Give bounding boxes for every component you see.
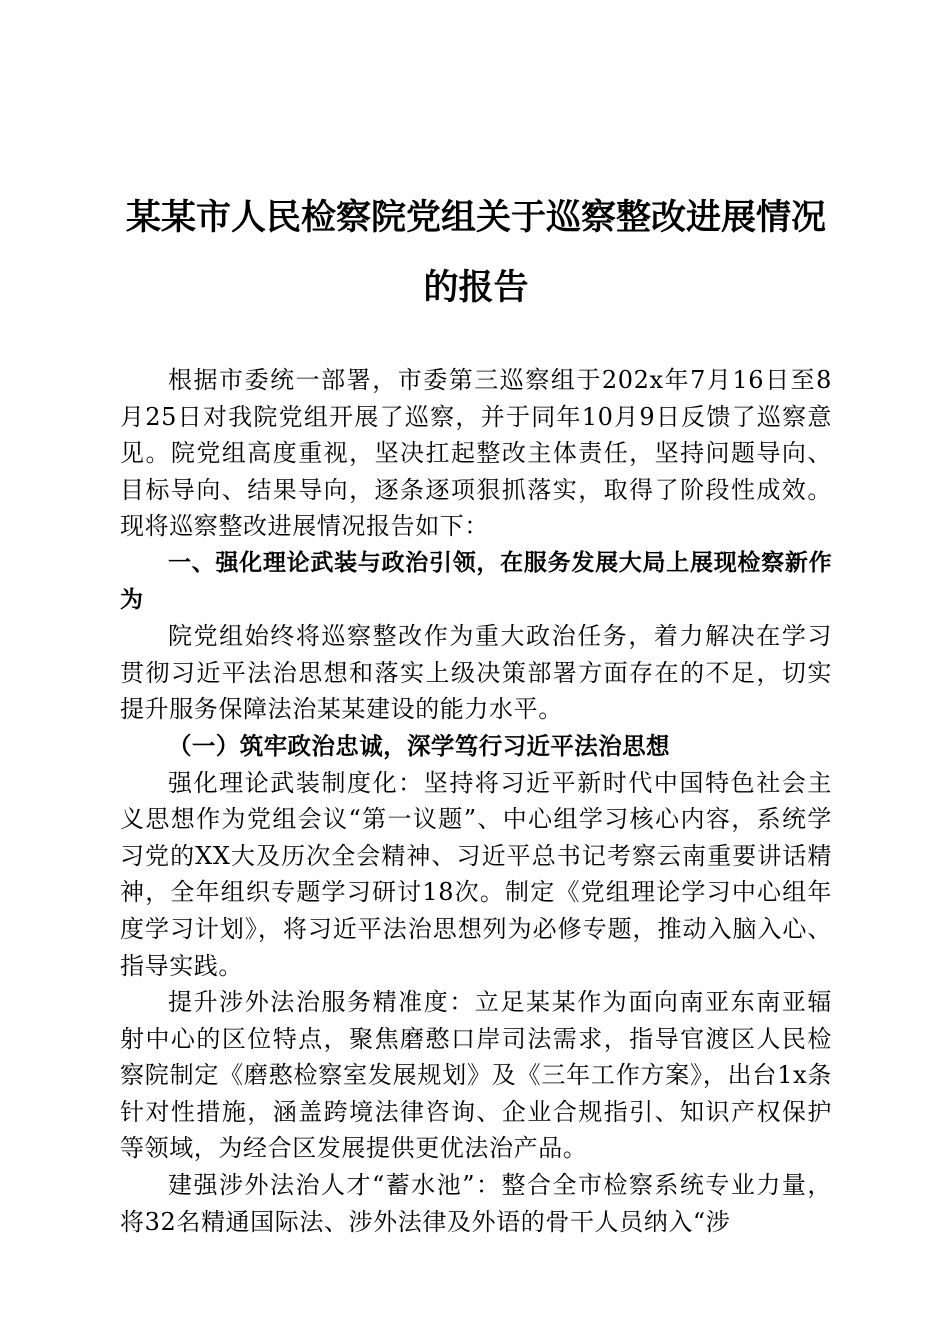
foreign-law-paragraph: 提升涉外法治服务精准度：立足某某作为面向南亚东南亚辐射中心的区位特点，聚焦磨憨口岸司法需求，指导官渡区人民检察院制定《磨憨检察室发展规划》及《三年工作方案》，出台1x条针对性措施，涵盖跨境法律咨询、企业合规指引、知识产权保护等领域，为经合区发展提供更优法治产品。 — [120, 988, 832, 1163]
section-1-heading: 一、强化理论武装与政治引领，在服务发展大局上展现检察新作为 — [120, 549, 832, 613]
document-title-line-2: 的报告 — [423, 268, 529, 308]
document-title-line-1: 某某市人民检察院党组关于巡察整改进展情况 — [125, 198, 826, 238]
document-body — [120, 362, 832, 1240]
talent-paragraph: 建强涉外法治人才“蓄水池”：整合全市检察系统专业力量，将32名精通国际法、涉外法律及外语的骨干人员纳入“涉 — [120, 1171, 832, 1236]
subsection-1-heading: （一）筑牢政治忠诚，深学笃行习近平法治思想 — [168, 731, 670, 760]
section-1-paragraph: 院党组始终将巡察整改作为重大政治任务，着力解决在学习贯彻习近平法治思想和落实上级决策部署方面存在的不足，切实提升服务保障法治某某建设的能力水平。 — [120, 622, 832, 724]
intro-paragraph: 根据市委统一部署，市委第三巡察组于202x年7月16日至8月25日对我院党组开展了巡察，并于同年10月9日反馈了巡察意见。院党组高度重视，坚决扛起整改主体责任，坚持问题导向、目标导向、结果导向，逐条逐项狠抓落实，取得了阶段性成效。现将巡察整改进展情况报告如下： — [120, 366, 832, 541]
theory-paragraph: 强化理论武装制度化：坚持将习近平新时代中国特色社会主义思想作为党组会议“第一议题”、中心组学习核心内容，系统学习党的XX大及历次全会精神、习近平总书记考察云南重要讲话精神，全年组织专题学习研讨18次。制定《党组理论学习中心组年度学习计划》，将习近平法治思想列为必修专题，推动入脑入心、指导实践。 — [120, 768, 832, 980]
